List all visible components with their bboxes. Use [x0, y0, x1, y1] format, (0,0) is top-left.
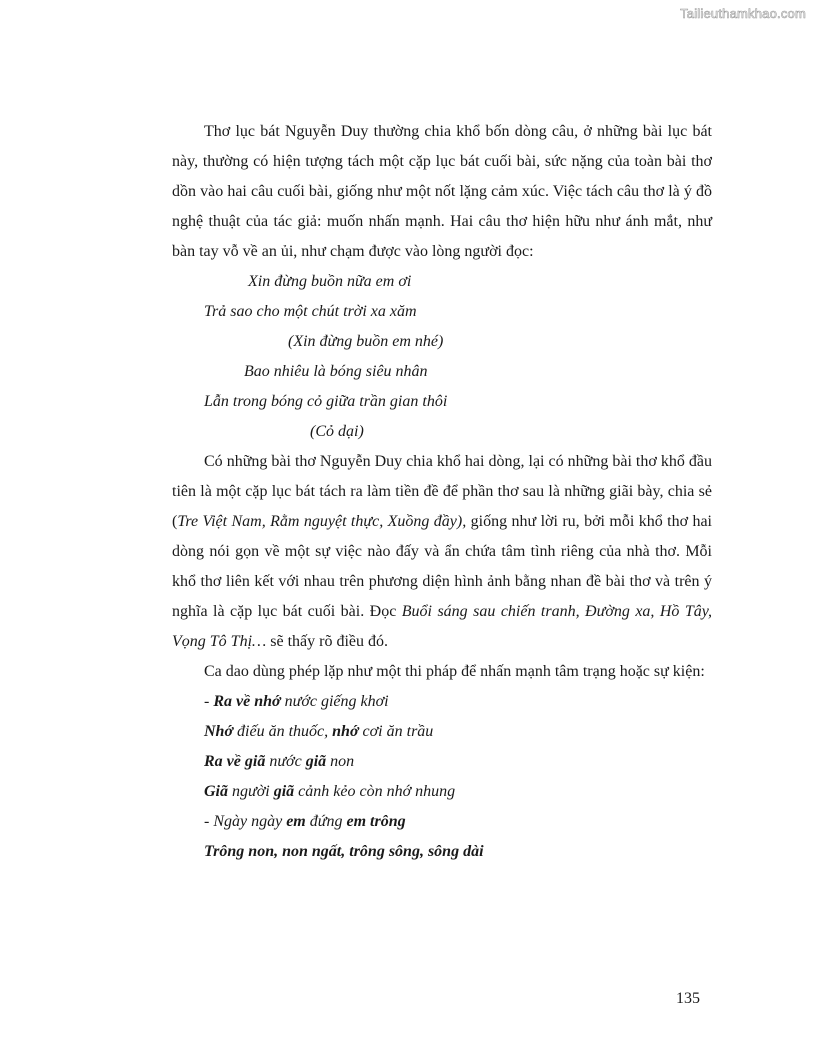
poem-source: (Cỏ dại)	[310, 423, 364, 440]
bold-word: giã	[273, 783, 295, 800]
poem-line	[204, 777, 712, 807]
poem-line: Trông non, non ngất, trông sông, sông dài	[204, 843, 484, 860]
paragraph-3: Ca dao dùng phép lặp như một thi pháp để nhấn mạnh tâm trạng hoặc sự kiện:	[204, 663, 705, 680]
poem-line	[204, 747, 712, 777]
bold-word: Nhớ	[204, 723, 234, 740]
bold-word: Ra về giã	[204, 753, 266, 770]
poem-line: Lẫn trong bóng cỏ giữa trần gian thôi	[204, 393, 448, 410]
line-text: non	[326, 753, 355, 770]
paragraph-2-text: giống như lời ru, bởi mỗi khổ thơ hai dòng nói gọn về một sự việc nào đấy và ẩn chứa tâm tình riêng của nhà thơ. Mỗi khổ thơ liên kết với nhau trên phương diện hình ảnh bằng nhan đề bài thơ và trên ý nghĩa là cặp lục bát cuối bài. Đọc	[172, 513, 712, 620]
bold-word: giã	[305, 753, 327, 770]
paragraph-2-text: sẽ thấy rõ điều đó.	[266, 633, 388, 650]
line-text: cảnh kẻo còn nhớ nhung	[294, 783, 456, 800]
dash: -	[204, 693, 214, 710]
watermark: Tailieuthamkhao.com	[680, 6, 806, 21]
line-text: người	[228, 783, 274, 800]
page-content	[172, 117, 712, 867]
poem-line: Bao nhiêu là bóng siêu nhân	[244, 363, 428, 380]
poem-line: Trả sao cho một chút trời xa xăm	[204, 303, 417, 320]
line-text: điếu ăn thuốc,	[233, 723, 333, 740]
poem-line	[204, 807, 712, 837]
line-text: cơi ăn trầu	[358, 723, 434, 740]
line-text: đứng	[305, 813, 347, 830]
bold-word: nhớ	[332, 723, 359, 740]
line-text: - Ngày ngày	[204, 813, 287, 830]
paragraph-2	[172, 447, 712, 657]
poem-1	[172, 267, 712, 447]
poem-titles: Tre Việt Nam, Rằm nguyệt thực, Xuồng đầy),	[177, 513, 467, 530]
bold-word: em trông	[346, 813, 406, 830]
poem-source: (Xin đừng buồn em nhé)	[288, 333, 444, 350]
bold-word: Ra về nhớ	[213, 693, 281, 710]
paragraph-1: Thơ lục bát Nguyễn Duy thường chia khổ bốn dòng câu, ở những bài lục bát này, thường có hiện tượng tách một cặp lục bát cuối bài, sức nặng của toàn bài thơ dồn vào hai câu cuối bài, giống như một nốt lặng cảm xúc. Việc tách câu thơ là ý đồ nghệ thuật của tác giả: muốn nhấn mạnh. Hai câu thơ hiện hữu như ánh mắt, như bàn tay vỗ về an ủi, như chạm được vào lòng người đọc:	[172, 123, 712, 260]
bold-word: Giã	[204, 783, 228, 800]
page-number: 135	[676, 990, 700, 1007]
poem-line	[204, 717, 712, 747]
poem-line	[204, 687, 712, 717]
poem-2	[172, 687, 712, 867]
paragraph-2-text: Có những bài thơ Nguyễn Duy chia khổ hai dòng, lại có những bài thơ khổ đầu tiên là một cặp lục bát tách ra làm tiền đề để phần thơ sau là những giãi bày, chia sẻ (	[172, 453, 712, 530]
bold-word: em	[286, 813, 306, 830]
poem-line: Xin đừng buồn nữa em ơi	[248, 273, 412, 290]
line-text: nước giếng khơi	[280, 693, 389, 710]
line-text: nước	[265, 753, 306, 770]
poem-titles: Buổi sáng sau chiến tranh, Đường xa, Hồ Tây, Vọng Tô Thị…	[172, 603, 712, 650]
